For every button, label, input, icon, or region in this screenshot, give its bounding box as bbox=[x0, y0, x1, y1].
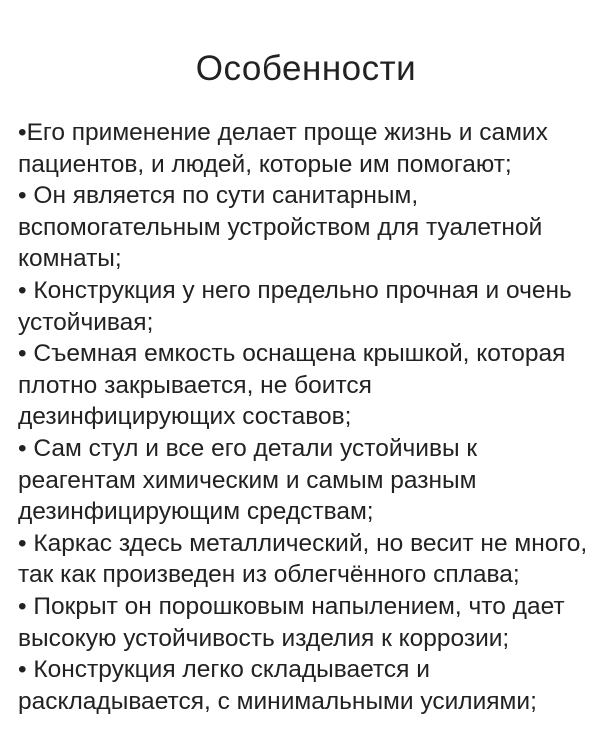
feature-item: • Каркас здесь металлический, но весит не много, так как произведен из облегчённого сплава; bbox=[18, 529, 588, 589]
feature-item: •Его применение делает проще жизнь и самих пациентов, и людей, которые им помогают; bbox=[18, 119, 548, 178]
feature-item: • Покрыт он порошковым напылением, что дает высокую устойчивость изделия к коррозии; bbox=[18, 592, 565, 652]
feature-item: • Конструкция у него предельно прочная и очень устойчивая; bbox=[18, 276, 572, 336]
feature-item: • Сам стул и все его детали устойчивы к реагентам химическим и самым разным дезинфицирующим средствам; bbox=[18, 434, 478, 526]
feature-item: • Он является по сути санитарным, вспомогательным устройством для туалетной комнаты; bbox=[18, 182, 543, 273]
page-title: Особенности bbox=[195, 49, 417, 88]
feature-item: • Съемная емкость оснащена крышкой, которая плотно закрывается, не боится дезинфицирующих составов; bbox=[18, 340, 566, 431]
feature-item: • Конструкция легко складывается и раскладывается, с минимальными усилиями; bbox=[18, 656, 537, 715]
features-list bbox=[18, 117, 594, 717]
